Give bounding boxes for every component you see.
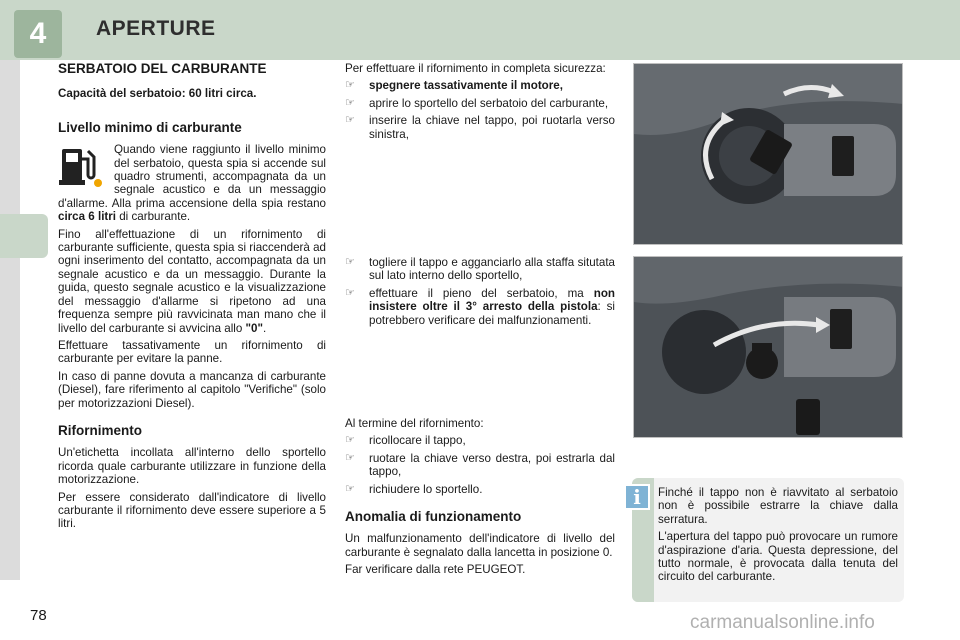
end-intro: Al termine del rifornimento:: [345, 417, 484, 430]
middle-top: [345, 62, 615, 145]
refuel-paragraph-1: Un'etichetta incollata all'interno dello sportello ricorda quale carburante utilizzare in funzione della motorizzazione.: [58, 446, 326, 487]
list-item: ☞ togliere il tappo e agganciarlo alla staffa situtata sul lato interno dello sportello,: [345, 256, 615, 283]
middle-bottom: [345, 417, 615, 581]
refuel-steps-list-2: [345, 256, 615, 327]
list-item: ☞ inserire la chiave nel tappo, poi ruotarla verso sinistra,: [345, 114, 615, 141]
refuel-intro: Per effettuare il rifornimento in completa sicurezza:: [345, 62, 606, 75]
anomaly-heading: Anomalia di funzionamento: [345, 509, 522, 525]
list-item: ☞ spegnere tassativamente il motore,: [345, 79, 615, 92]
anomaly-paragraph-2: Far verificare dalla rete PEUGEOT.: [345, 563, 526, 577]
watermark: carmanualsonline.info: [690, 612, 875, 633]
list-item: ☞ ricollocare il tappo,: [345, 434, 615, 447]
info-paragraph-2: L'apertura del tappo può provocare un rumore d'aspirazione d'aria. Questa depressione, del tutto normale, è provocata dalla tenuta del circuito del carburante.: [658, 530, 898, 584]
page-title: APERTURE: [96, 17, 216, 40]
info-paragraph-1: Finché il tappo non è riavvitato al serbatoio non è possibile estrarre la chiave dalla serratura.: [658, 486, 898, 526]
min-level-paragraph-3: Effettuare tassativamente un rifornimento di carburante per evitare la panne.: [58, 338, 326, 366]
info-note: [632, 478, 904, 602]
fuel-cap-hook-illustration: [634, 257, 903, 438]
min-level-paragraph-2: Fino all'effettuazione di un rifornimento di carburante sufficiente, questa spia si riaccenderà ad ogni inserimento del contatto, accompagnata da un segnale acustico e da un messaggio. Durante la guida, questo segnale acustico e la visualizzazione del messaggio d'allarme si ripetono ad una frequenza sempre più ravvicinata man mano che il livello del carburante si avvicina allo "0".: [58, 227, 326, 335]
list-item: ☞ aprire lo sportello del serbatoio del carburante,: [345, 97, 615, 110]
chapter-side-tab: [0, 214, 48, 258]
photo-cap-hooked: [633, 256, 903, 438]
min-level-paragraph-1: Quando viene raggiunto il livello minimo del serbatoio, questa spia si accende sul quadro strumenti, accompagnata da un segnale acustico e da un messaggio d'allarme. Alla prima accensione della spia restano circa 6 litri di carburante.: [58, 143, 326, 224]
list-item: ☞ richiudere lo sportello.: [345, 483, 615, 496]
left-column: [58, 62, 326, 535]
fuel-cap-key-illustration: [634, 64, 903, 245]
list-item: ☞ effettuare il pieno del serbatoio, ma non insistere oltre il 3° arresto della pistola: si potrebbero verificare dei malfunzionamenti.: [345, 287, 615, 327]
photo-open-cap: [633, 63, 903, 245]
refuel-paragraph-2: Per essere considerato dall'indicatore di livello carburante il rifornimento deve essere superiore a 5 litri.: [58, 490, 326, 531]
end-steps-list: [345, 434, 615, 496]
info-text: [658, 486, 898, 588]
info-icon: i: [624, 484, 650, 510]
section-title: SERBATOIO DEL CARBURANTE: [58, 61, 267, 76]
list-item: ☞ ruotare la chiave verso destra, poi estrarla dal tappo,: [345, 452, 615, 479]
min-level-heading: Livello minimo di carburante: [58, 119, 242, 135]
refuel-steps-list: [345, 79, 615, 141]
min-level-paragraph-4: In caso di panne dovuta a mancanza di carburante (Diesel), fare riferimento al capitolo "Verifiche" (solo per motorizzazioni Diesel).: [58, 369, 326, 410]
chapter-number: 4: [14, 10, 62, 58]
middle-mid: [345, 256, 615, 331]
anomaly-paragraph-1: Un malfunzionamento dell'indicatore di livello del carburante è segnalato dalla lancetta in posizione 0.: [345, 532, 615, 559]
refuel-heading: Rifornimento: [58, 422, 142, 438]
page-number: 78: [30, 607, 47, 624]
fuel-warning-icon: [58, 143, 108, 191]
side-strip: [0, 60, 20, 580]
capacity-note: Capacità del serbatoio: 60 litri circa.: [58, 87, 257, 101]
